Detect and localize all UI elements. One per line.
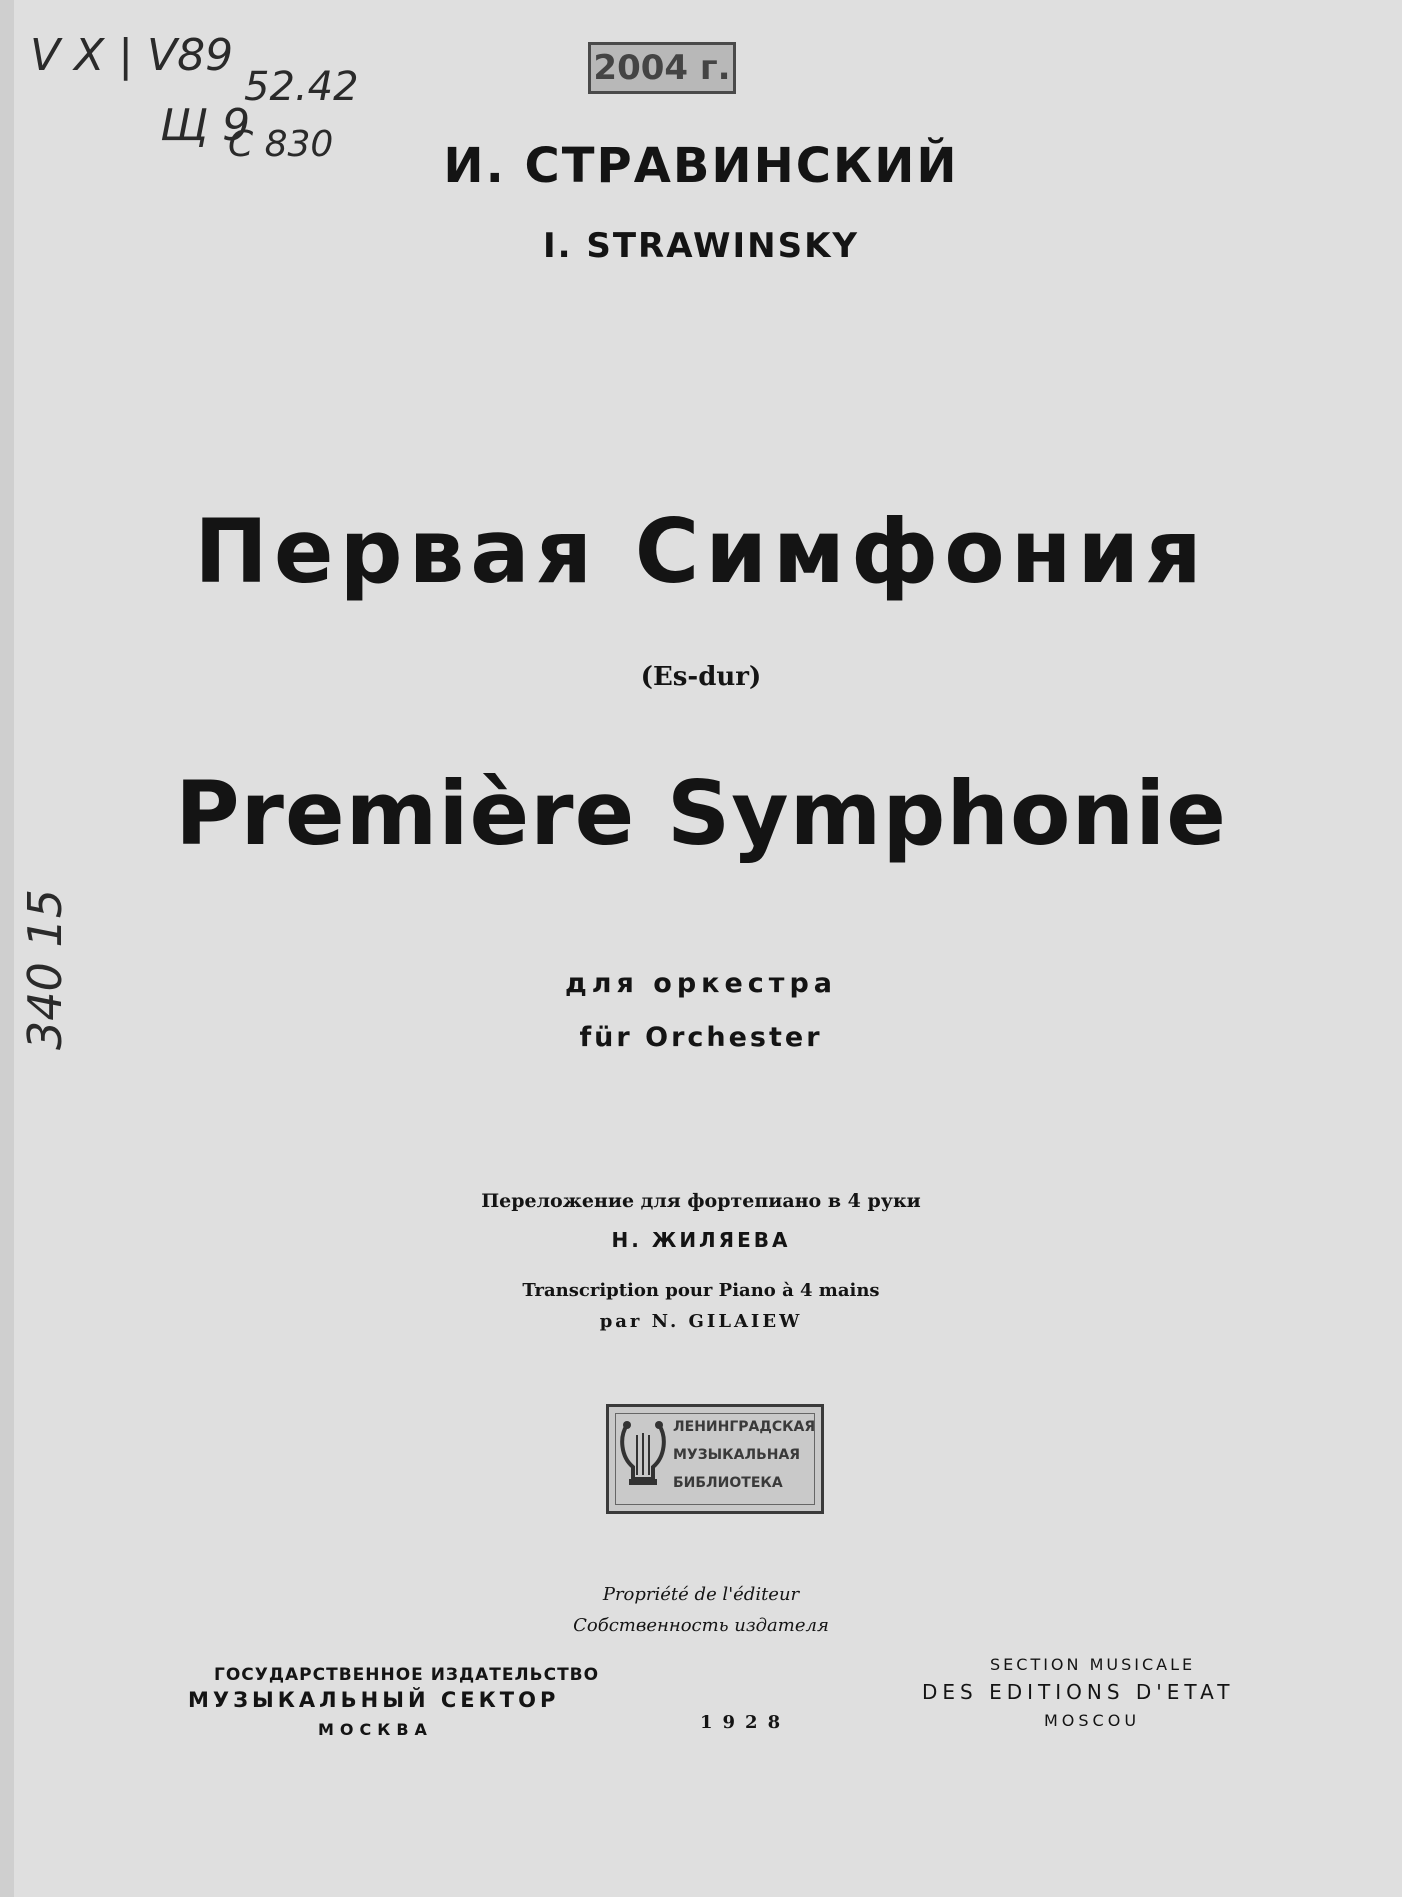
library-stamp-line2: МУЗЫКАЛЬНАЯ [673, 1447, 801, 1463]
publisher-ru-line2: МУЗЫКАЛЬНЫЙ СЕКТОР [188, 1688, 560, 1712]
title-fr: Première Symphonie [175, 762, 1227, 865]
library-stamp-line3: БИБЛИОТЕКА [673, 1475, 783, 1491]
composer-name-lat: I. STRAWINSKY [542, 226, 860, 266]
orchestra-ru: для оркестра [564, 968, 838, 999]
handwritten-call-number-2: Щ 9 [160, 100, 251, 151]
handwritten-call-number-4: C 830 [228, 124, 334, 165]
title-ru: Первая Симфония [194, 500, 1208, 603]
orchestra-de: für Orchester [579, 1022, 823, 1053]
handwritten-call-number-3: 52.42 [244, 64, 359, 110]
publisher-fr-line1: SECTION MUSICALE [990, 1655, 1196, 1674]
handwritten-call-number-1: V X | V89 [30, 30, 234, 81]
publisher-ru-line1: ГОСУДАРСТВЕННОЕ ИЗДАТЕЛЬСТВО [214, 1665, 600, 1685]
property-notice-fr: Propriété de l'éditeur [602, 1584, 800, 1605]
date-stamp: 2004 г. [588, 42, 736, 94]
property-notice-ru: Собственность издателя [573, 1615, 829, 1636]
arranger-name-ru: Н. ЖИЛЯЕВА [611, 1228, 791, 1252]
arrangement-ru: Переложение для фортепиано в 4 руки [481, 1190, 921, 1212]
library-stamp [606, 1404, 824, 1514]
title-key: (Es-dur) [640, 662, 762, 692]
publisher-ru-line3: МОСКВА [318, 1720, 433, 1739]
publisher-fr-line2: DES EDITIONS D'ETAT [922, 1680, 1235, 1704]
arranger-name-fr: par N. GILAIEW [599, 1311, 803, 1332]
library-stamp-line1: ЛЕНИНГРАДСКАЯ [673, 1419, 816, 1435]
handwritten-inventory-number: 340 15 [18, 889, 72, 1050]
composer-name-ru: И. СТРАВИНСКИЙ [443, 138, 959, 194]
publication-year: 1928 [700, 1712, 791, 1733]
worn-left-edge [0, 0, 14, 1897]
lyre-icon [617, 1417, 669, 1491]
arrangement-fr: Transcription pour Piano à 4 mains [522, 1280, 880, 1301]
publisher-fr-line3: MOSCOU [1044, 1711, 1141, 1730]
